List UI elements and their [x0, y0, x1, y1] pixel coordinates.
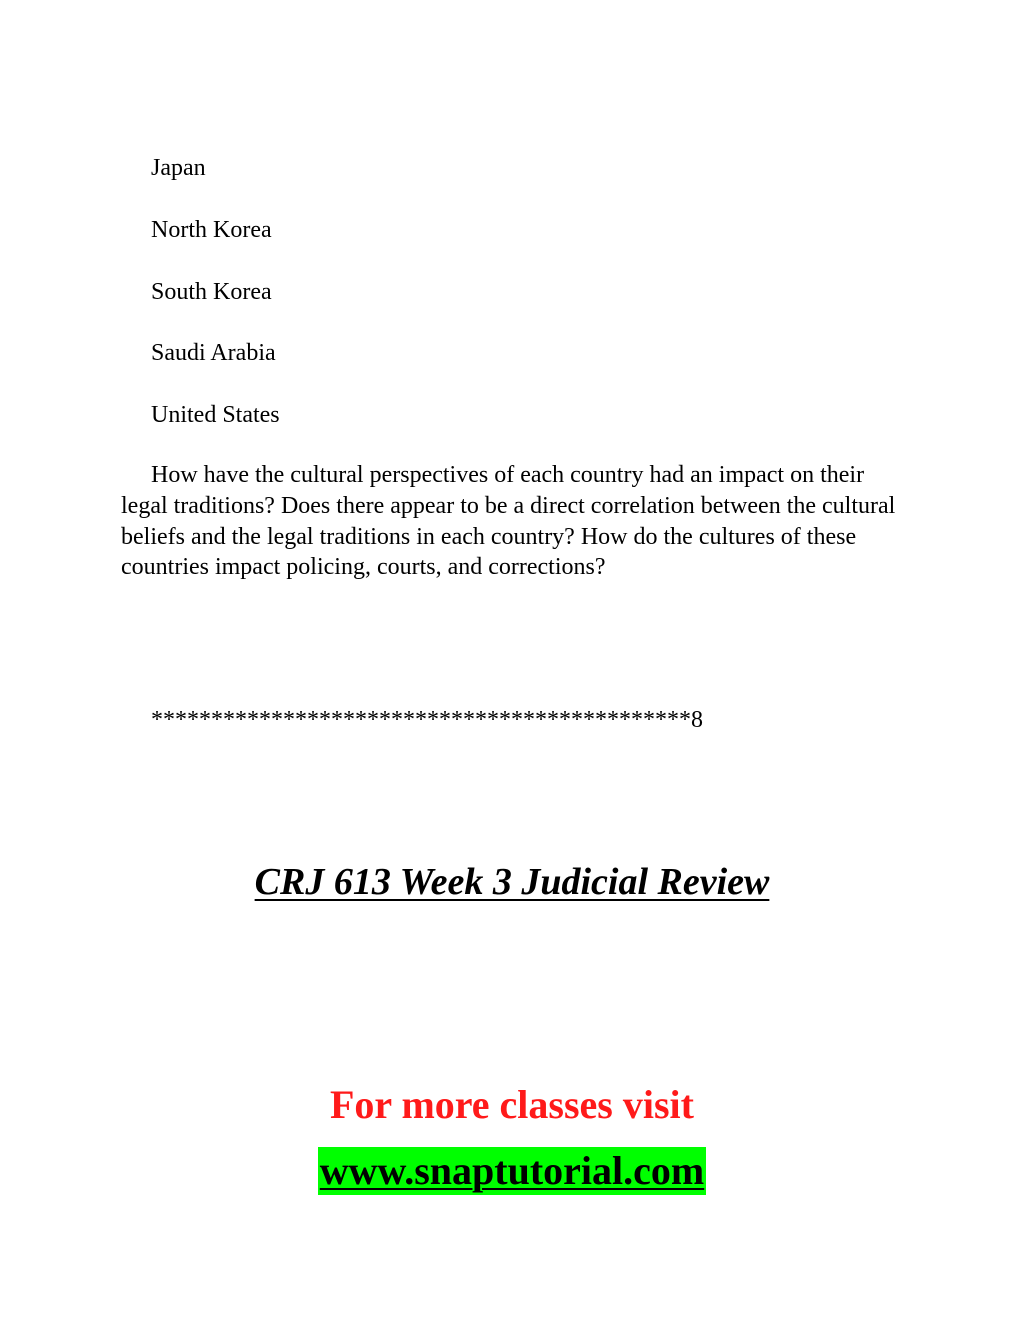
- website-link[interactable]: www.snaptutorial.com: [319, 1148, 705, 1193]
- country-united-states: United States: [151, 402, 280, 428]
- country-north-korea: North Korea: [151, 217, 272, 243]
- question-paragraph: How have the cultural perspectives of each country had an impact on their legal traditions? Does there appear to be a direct correlation between the cultural beliefs and the legal traditions in each country? How do the cultures of these countries impact policing, courts, and corrections?: [121, 462, 896, 581]
- website-link-row: [0, 1147, 1024, 1195]
- course-title: CRJ 613 Week 3 Judicial Review: [254, 861, 770, 903]
- country-saudi-arabia: Saudi Arabia: [151, 340, 276, 366]
- promo-text: For more classes visit: [329, 1082, 694, 1127]
- country-south-korea: South Korea: [151, 279, 272, 305]
- country-japan: Japan: [151, 155, 206, 181]
- separator-line: *********************************************8: [151, 707, 703, 733]
